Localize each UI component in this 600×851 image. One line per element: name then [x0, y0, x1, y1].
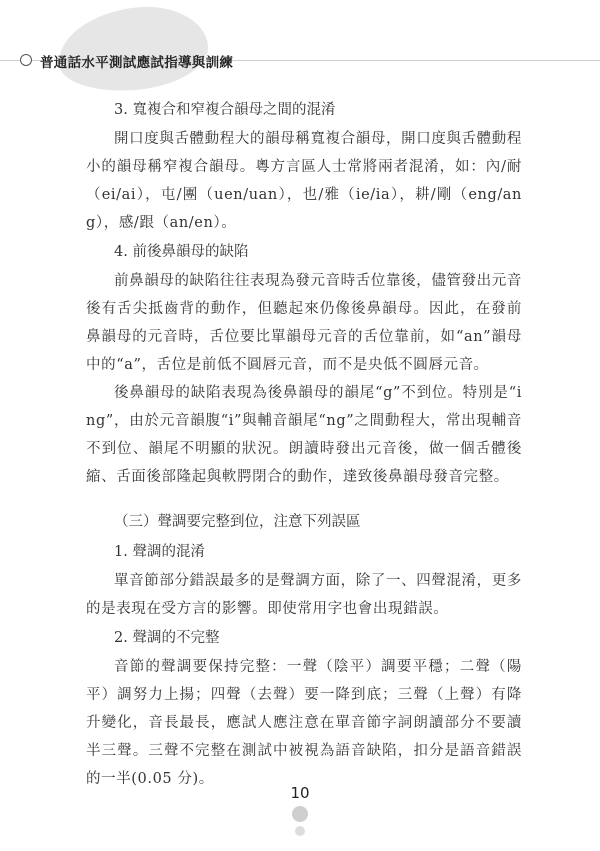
paragraph: 後鼻韻母的缺陷表現為後鼻韻母的韻尾“g”不到位。特別是“ing”，由於元音韻腹“i”與輔音韻尾“ng”之間動程大，常出現輔音不到位、韻尾不明顯的狀況。朗讀時發出元音後，做一個舌體後縮、舌面後部隆起與軟腭閉合的動作，達致後鼻韻母發音完整。 — [86, 385, 522, 485]
page-body — [86, 95, 522, 793]
footer-dot-icon — [292, 806, 308, 822]
paragraph: 音節的聲調要保持完整：一聲（陰平）調要平穩；二聲（陽平）調努力上揚；四聲（去聲）要一降到底；三聲（上聲）有降升變化，音長最長，應試人應注意在單音節字詞朗讀部分不要讀半三聲。三聲不完整在測試中被視為語音缺陷，扣分是語音錯誤的一半(0.05 分)。 — [86, 659, 522, 787]
paragraph: 前鼻韻母的缺陷往往表現為發元音時舌位靠後，儘管發出元音後有舌尖抵齒背的動作，但聽起來仍像後鼻韻母。因此，在發前鼻韻母的元音時，舌位要比單韻母元音的舌位靠前，如“an”韻母中的“a”，舌位是前低不圓唇元音，而不是央低不圓唇元音。 — [86, 273, 522, 373]
section-heading-3: 3. 寬複合和窄複合韻母之間的混淆 — [114, 102, 336, 118]
paragraph: 開口度與舌體動程大的韻母稱寬複合韻母，開口度與舌體動程小的韻母稱窄複合韻母。粵方言區人士常將兩者混淆，如：內/耐（ei/ai），屯/團（uen/uan），也/雅（ie/ia），耕/剛（eng/ang），感/跟（an/en）。 — [86, 131, 522, 231]
subsection-heading-1: 1. 聲調的混淆 — [114, 544, 205, 560]
paragraph: 單音節部分錯誤最多的是聲調方面，除了一、四聲混淆，更多的是表現在受方言的影響。即使常用字也會出現錯誤。 — [86, 573, 522, 617]
part-heading-3: （三）聲調要完整到位，注意下列誤區 — [114, 514, 361, 530]
page-number: 10 — [290, 784, 310, 802]
footer-small-dot-icon — [295, 826, 305, 836]
subsection-heading-2: 2. 聲調的不完整 — [114, 630, 220, 646]
header-decoration-blob — [54, 0, 212, 97]
header-circle-icon — [20, 54, 32, 66]
running-header-title: 普通話水平測試應試指導與訓練 — [40, 55, 234, 71]
section-heading-4: 4. 前後鼻韻母的缺陷 — [114, 244, 249, 260]
spacer — [86, 491, 522, 507]
